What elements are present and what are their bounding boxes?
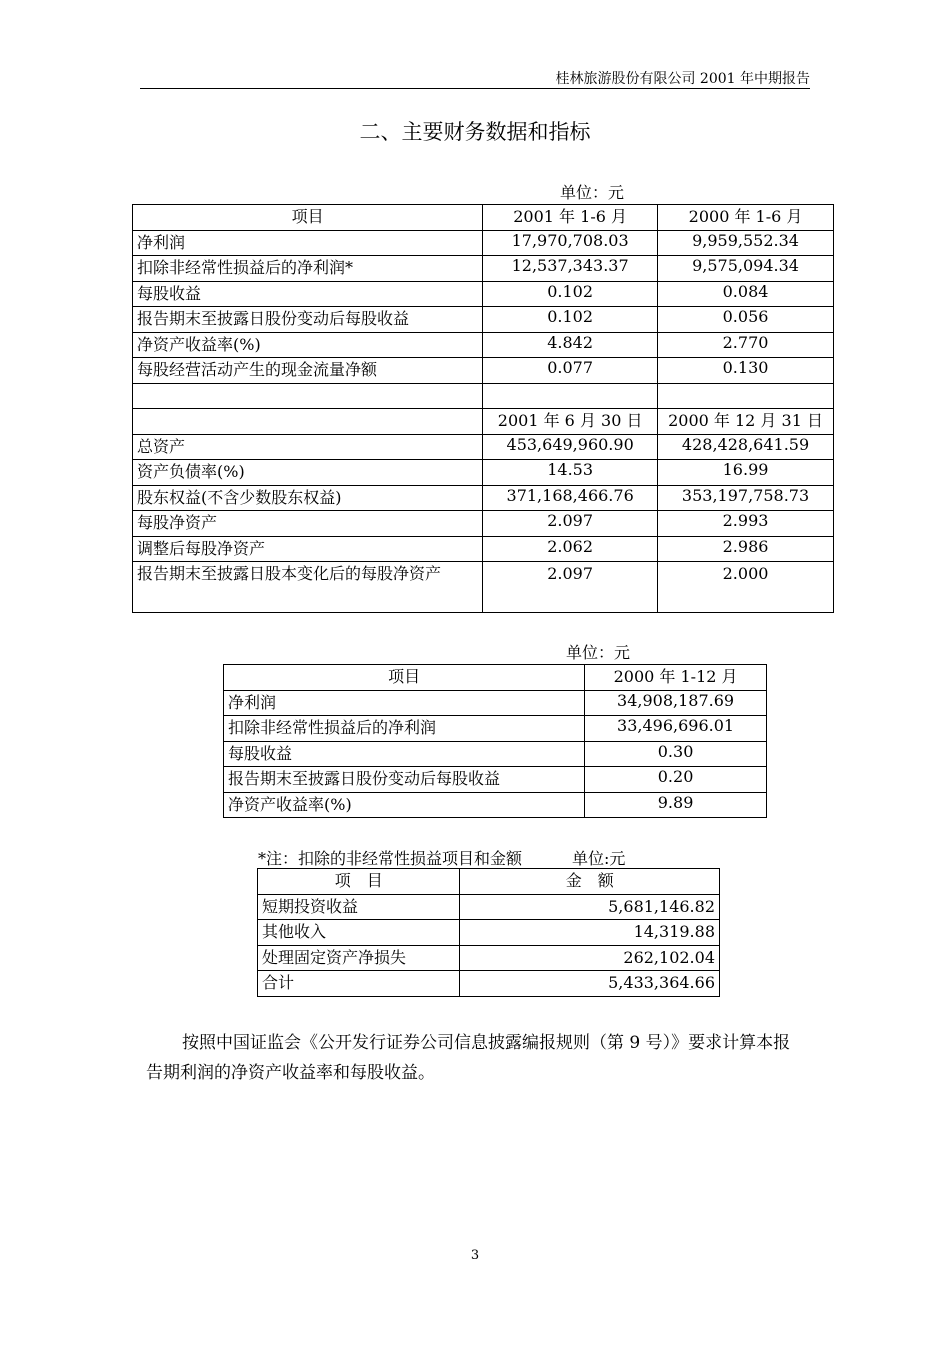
- row-value: 0.084: [658, 281, 834, 307]
- table-row: [133, 332, 834, 358]
- annual-financial-table: [223, 664, 767, 818]
- row-value: 2.986: [658, 536, 834, 562]
- row-value: 2.062: [483, 536, 658, 562]
- table-row: [258, 920, 720, 946]
- table-row: [133, 230, 834, 256]
- row-label: 每股经营活动产生的现金流量净额: [133, 358, 483, 384]
- table-header-row: [258, 869, 720, 895]
- col-header-2000full: 2000 年 1-12 月: [585, 665, 767, 691]
- row-label: 总资产: [133, 434, 483, 460]
- col-header-20001231: 2000 年 12 月 31 日: [658, 409, 834, 435]
- row-value: 0.102: [483, 307, 658, 333]
- row-label: 资产负债率(%): [133, 460, 483, 486]
- table-row: [133, 358, 834, 384]
- table-header-row: [224, 665, 767, 691]
- row-value: 34,908,187.69: [585, 690, 767, 716]
- row-value: 0.077: [483, 358, 658, 384]
- row-value: 2.097: [483, 511, 658, 537]
- row-label: 其他收入: [258, 920, 460, 946]
- row-value: 0.30: [585, 741, 767, 767]
- table-row: [133, 434, 834, 460]
- row-label: 净利润: [224, 690, 585, 716]
- row-label: 每股收益: [133, 281, 483, 307]
- row-label: 股东权益(不含少数股东权益): [133, 485, 483, 511]
- col-header-item: 项 目: [258, 869, 460, 895]
- table-row: [133, 256, 834, 282]
- table2-unit: 单位：元: [566, 643, 631, 662]
- row-label: 合计: [258, 971, 460, 997]
- row-value: 14,319.88: [460, 920, 720, 946]
- table-row: [133, 460, 834, 486]
- row-value: 9,575,094.34: [658, 256, 834, 282]
- col-header-2000h1: 2000 年 1-6 月: [658, 205, 834, 231]
- row-value: 2.000: [658, 562, 834, 613]
- table1-unit: 单位：元: [560, 183, 625, 202]
- table-row: [133, 562, 834, 613]
- row-label: 调整后每股净资产: [133, 536, 483, 562]
- col-header-20010630: 2001 年 6 月 30 日: [483, 409, 658, 435]
- row-value: 12,537,343.37: [483, 256, 658, 282]
- table-row: [133, 511, 834, 537]
- table-subheader-row: [133, 409, 834, 435]
- note-text: *注：扣除的非经常性损益项目和金额: [258, 849, 523, 868]
- table-row: [133, 536, 834, 562]
- col-header-2001h1: 2001 年 1-6 月: [483, 205, 658, 231]
- table-row: [133, 281, 834, 307]
- row-value: 428,428,641.59: [658, 434, 834, 460]
- row-value: 0.130: [658, 358, 834, 384]
- table-row: [224, 716, 767, 742]
- table-row: [133, 307, 834, 333]
- row-label: 每股收益: [224, 741, 585, 767]
- nonrecurring-items-table: [257, 868, 720, 997]
- table-row: [224, 767, 767, 793]
- page-title: 二、主要财务数据和指标: [359, 120, 591, 144]
- page-number: 3: [470, 1248, 480, 1263]
- col-header-item: 项目: [224, 665, 585, 691]
- row-value: 0.20: [585, 767, 767, 793]
- table-row: [258, 894, 720, 920]
- main-financial-table: [132, 204, 834, 613]
- table-row: [224, 690, 767, 716]
- row-value: 2.770: [658, 332, 834, 358]
- row-value: 453,649,960.90: [483, 434, 658, 460]
- row-value: 262,102.04: [460, 945, 720, 971]
- row-value: 9.89: [585, 792, 767, 818]
- body-paragraph: 按照中国证监会《公开发行证券公司信息披露编报规则（第 9 号）》要求计算本报告期利润的净资产收益率和每股收益。: [146, 1033, 791, 1083]
- row-value: 0.102: [483, 281, 658, 307]
- col-header-item: 项目: [133, 205, 483, 231]
- row-label: 扣除非经常性损益后的净利润*: [133, 256, 483, 282]
- row-value: 2.097: [483, 562, 658, 613]
- row-label: 处理固定资产净损失: [258, 945, 460, 971]
- table-row: [224, 741, 767, 767]
- row-value: 353,197,758.73: [658, 485, 834, 511]
- nonrecurring-note: [258, 846, 625, 869]
- empty-row: [133, 383, 834, 409]
- row-label: 报告期末至披露日股份变动后每股收益: [224, 767, 585, 793]
- row-value: 371,168,466.76: [483, 485, 658, 511]
- row-label: 扣除非经常性损益后的净利润: [224, 716, 585, 742]
- row-label: 每股净资产: [133, 511, 483, 537]
- row-value: 2.993: [658, 511, 834, 537]
- row-label: 短期投资收益: [258, 894, 460, 920]
- row-label: 报告期末至披露日股本变化后的每股净资产: [133, 562, 483, 613]
- header-rule: [140, 88, 810, 89]
- row-value: 14.53: [483, 460, 658, 486]
- table-row: [224, 792, 767, 818]
- row-value: 5,433,364.66: [460, 971, 720, 997]
- row-value: 4.842: [483, 332, 658, 358]
- row-value: 5,681,146.82: [460, 894, 720, 920]
- table-header-row: [133, 205, 834, 231]
- row-label: 净资产收益率(%): [133, 332, 483, 358]
- page-header: 桂林旅游股份有限公司 2001 年中期报告: [555, 71, 810, 87]
- table-row: [258, 945, 720, 971]
- note-unit: 单位:元: [572, 849, 626, 868]
- row-value: 17,970,708.03: [483, 230, 658, 256]
- row-value: 9,959,552.34: [658, 230, 834, 256]
- col-header-amount: 金 额: [460, 869, 720, 895]
- table-row: [258, 971, 720, 997]
- row-value: 0.056: [658, 307, 834, 333]
- table-row: [133, 485, 834, 511]
- row-label: 净资产收益率(%): [224, 792, 585, 818]
- row-value: 33,496,696.01: [585, 716, 767, 742]
- row-label: 净利润: [133, 230, 483, 256]
- row-value: 16.99: [658, 460, 834, 486]
- row-label: 报告期末至披露日股份变动后每股收益: [133, 307, 483, 333]
